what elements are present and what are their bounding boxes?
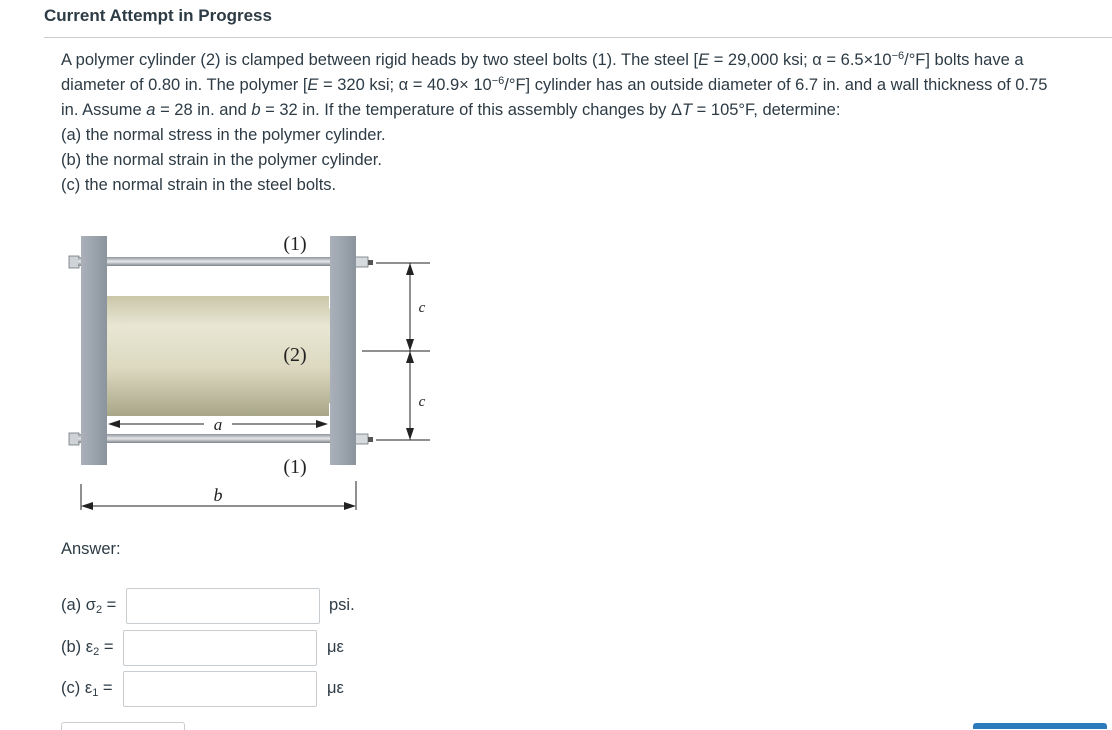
answer-a-input[interactable] — [126, 588, 320, 624]
answer-c-input[interactable] — [123, 671, 317, 707]
secondary-button-edge[interactable] — [61, 722, 185, 730]
primary-button-edge[interactable] — [973, 723, 1107, 729]
answer-a-label: (a) $\sigma_2$ = — [61, 596, 117, 616]
answer-label: Answer: — [61, 540, 121, 558]
dimension-a-label: a — [213, 415, 223, 434]
problem-part-c: (c) the normal strain in the steel bolts. — [61, 176, 337, 194]
dimension-b-label: b — [213, 485, 223, 505]
left-rigid-head — [81, 236, 107, 465]
bolt-label-bottom: (1) — [283, 456, 307, 478]
page-title: Current Attempt in Progress — [44, 6, 272, 25]
answer-c-label: (c) $\varepsilon_1$ = — [61, 679, 113, 699]
problem-part-b: (b) the normal strain in the polymer cylinder. — [61, 151, 382, 169]
answer-b-unit: με — [327, 638, 344, 656]
bolt-label-top: (1) — [283, 233, 307, 255]
problem-statement — [61, 48, 1112, 198]
problem-line-1: A polymer cylinder (2) is clamped between rigid heads by two steel bolts (1). The steel [E = 29,000 ksi; $\alpha = 6.5\times 10^{-6}/^\circ F$] bolts have a — [61, 50, 1024, 69]
dimension-c-lower-label: c — [418, 394, 426, 410]
problem-part-a: (a) the normal stress in the polymer cylinder. — [61, 126, 386, 144]
header-divider — [44, 37, 1112, 38]
answer-c-unit: με — [327, 679, 344, 697]
assembly-figure — [64, 226, 444, 526]
top-bolt — [69, 256, 373, 268]
bottom-bolt — [69, 433, 373, 445]
answer-b-input[interactable] — [123, 630, 317, 666]
dimension-c — [362, 263, 430, 440]
answer-b-label: (b) $\varepsilon_2$ = — [61, 638, 114, 658]
problem-line-3: in. Assume a = 28 in. and b = 32 in. If the temperature of this assembly changes by ΔT = 105°F, determine: — [61, 101, 841, 119]
dimension-c-upper-label: c — [418, 300, 426, 316]
cylinder-label: (2) — [283, 344, 307, 366]
problem-line-2: diameter of 0.80 in. The polymer [E = 320 ksi; $\alpha = 40.9\times 10^{-6}/^\circ F$] cylinder has an outside diameter of 6.7 in. and a wall thickness of 0.75 — [61, 75, 1048, 94]
right-rigid-head — [330, 236, 356, 465]
answer-a-unit: psi. — [329, 596, 355, 614]
